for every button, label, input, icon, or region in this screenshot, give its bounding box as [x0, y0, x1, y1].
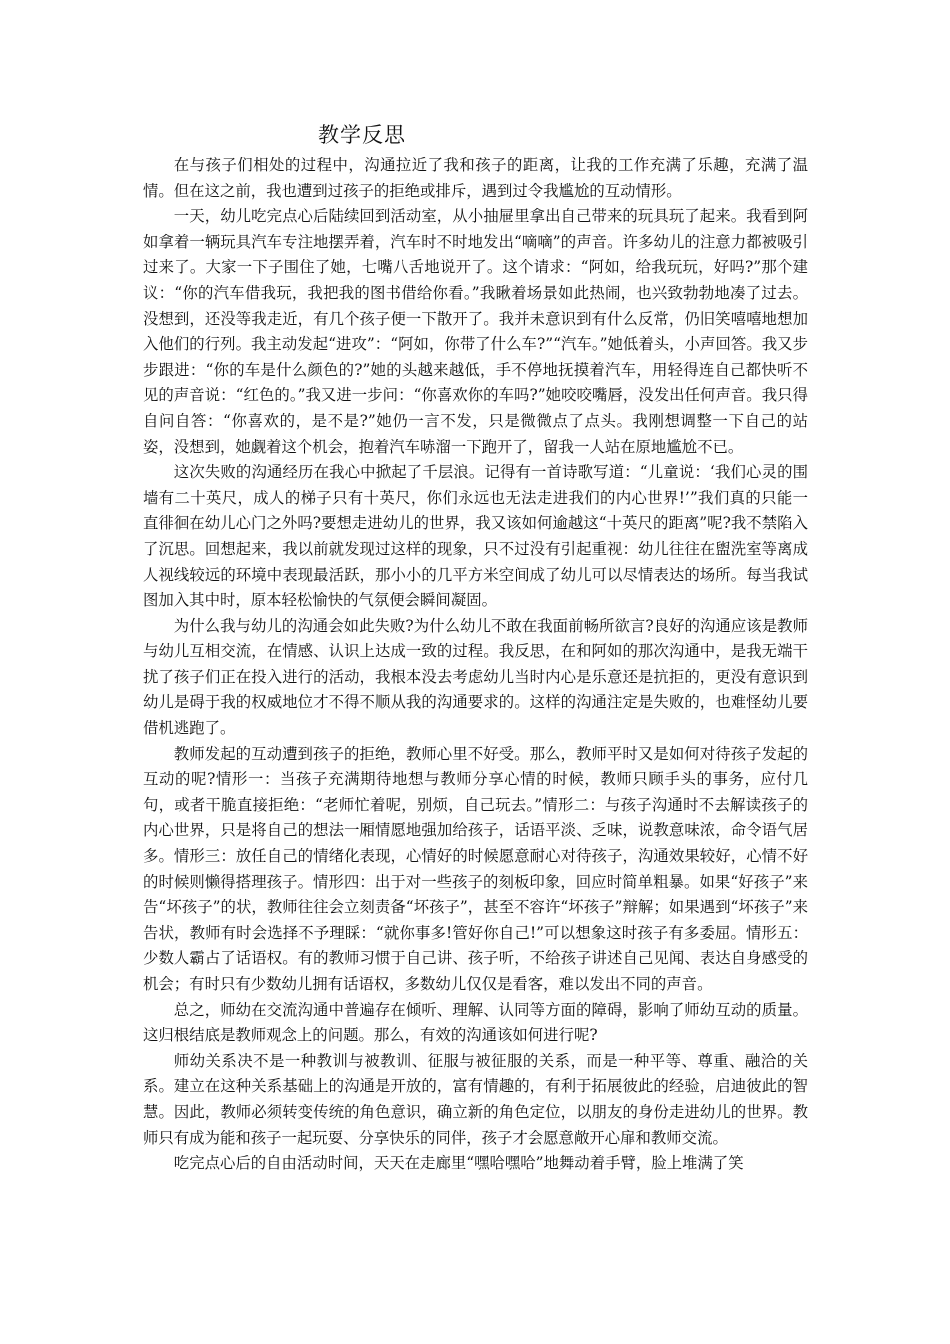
paragraph-7: 师幼关系决不是一种教训与被教训、征服与被征服的关系，而是一种平等、尊重、融洽的关系。建立在这种关系基础上的沟通是开放的，富有情趣的，有利于拓展彼此的经验，启迪彼此的智慧。因此，教师必须转变传统的角色意识，确立新的角色定位，以朋友的身份走进幼儿的世界。教师只有成为能和孩子一起玩耍、分享快乐的同伴，孩子才会愿意敞开心扉和教师交流。 — [143, 1051, 808, 1147]
paragraph-8: 吃完点心后的自由活动时间，天天在走廊里“嘿哈嘿哈”地舞动着手臂，脸上堆满了笑 — [173, 1154, 744, 1173]
paragraph-4: 为什么我与幼儿的沟通会如此失败?为什么幼儿不敢在我面前畅所欲言?良好的沟通应该是教师与幼儿互相交流，在情感、认识上达成一致的过程。我反思，在和阿如的那次沟通中，是我无端干扰了孩子们正在投入进行的活动，我根本没去考虑幼儿当时内心是乐意还是抗拒的，更没有意识到幼儿是碍于我的权威地位才不得不顺从我的沟通要求的。这样的沟通注定是失败的，也难怪幼儿要借机逃跑了。 — [143, 616, 808, 738]
paragraph-1: 在与孩子们相处的过程中，沟通拉近了我和孩子的距离，让我的工作充满了乐趣，充满了温情。但在这之前，我也遭到过孩子的拒绝或排斥，遇到过令我尴尬的互动情形。 — [143, 156, 808, 200]
document-title: 教学反思 — [318, 123, 406, 147]
paragraph-3: 这次失败的沟通经历在我心中掀起了千层浪。记得有一首诗歌写道：“儿童说：‘我们心灵的围墙有二十英尺，成人的梯子只有十英尺，你们永远也无法走进我们的内心世界!’”我们真的只能一直徘徊在幼儿心门之外吗?要想走进幼儿的世界，我又该如何逾越这“十英尺的距离”呢?我不禁陷入了沉思。回想起来，我以前就发现过这样的现象，只不过没有引起重视：幼儿往往在盥洗室等离成人视线较远的环境中表现最活跃，那小小的几平方米空间成了幼儿可以尽情表达的场所。每当我试图加入其中时，原本轻松愉快的气氛便会瞬间凝固。 — [143, 463, 808, 610]
document-page — [143, 120, 808, 1177]
paragraph-2: 一天，幼儿吃完点心后陆续回到活动室，从小抽屉里拿出自己带来的玩具玩了起来。我看到阿如拿着一辆玩具汽车专注地摆弄着，汽车时不时地发出“嘀嘀”的声音。许多幼儿的注意力都被吸引过来了。大家一下子围住了她，七嘴八舌地说开了。这个请求：“阿如，给我玩玩，好吗?”那个建议：“你的汽车借我玩，我把我的图书借给你看。”我瞅着场景如此热闹，也兴致勃勃地凑了过去。没想到，还没等我走近，有几个孩子便一下散开了。我并未意识到有什么反常，仍旧笑嘻嘻地想加入他们的行列。我主动发起“进攻”：“阿如，你带了什么车?”“汽车。”她低着头，小声回答。我又步步跟进：“你的车是什么颜色的?”她的头越来越低，手不停地抚摸着汽车，用轻得连自己都快听不见的声音说：“红色的。”我又进一步问：“你喜欢你的车吗?”她咬咬嘴唇，没发出任何声音。我只得自问自答：“你喜欢的，是不是?”她仍一言不发，只是微微点了点头。我刚想调整一下自己的站姿，没想到，她觑着这个机会，抱着汽车哧溜一下跑开了，留我一人站在原地尴尬不已。 — [143, 207, 808, 456]
paragraph-6: 总之，师幼在交流沟通中普遍存在倾听、理解、认同等方面的障碍，影响了师幼互动的质量。这归根结底是教师观念上的问题。那么，有效的沟通该如何进行呢? — [143, 1000, 808, 1045]
paragraph-5: 教师发起的互动遭到孩子的拒绝，教师心里不好受。那么，教师平时又是如何对待孩子发起的互动的呢?情形一：当孩子充满期待地想与教师分享心情的时候，教师只顾手头的事务，应付几句，或者干脆直接拒绝：“老师忙着呢，别烦，自己玩去。”情形二：与孩子沟通时不去解读孩子的内心世界，只是将自己的想法一厢情愿地强加给孩子，话语平淡、乏味，说教意味浓，命令语气居多。情形三：放任自己的情绪化表现，心情好的时候愿意耐心对待孩子，沟通效果较好，心情不好的时候则懒得搭理孩子。情形四：出于对一些孩子的刻板印象，回应时简单粗暴。如果“好孩子”来告“坏孩子”的状，教师往往会立刻责备“坏孩子”，甚至不容许“坏孩子”辩解；如果遇到“坏孩子”来告状，教师有时会选择不予理睬：“就你事多!管好你自己!”可以想象这时孩子有多委屈。情形五：少数人霸占了话语权。有的教师习惯于自己讲、孩子听，不给孩子讲述自己见闻、表达自身感受的机会；有时只有少数幼儿拥有话语权，多数幼儿仅仅是看客，难以发出不同的声音。 — [143, 744, 808, 993]
